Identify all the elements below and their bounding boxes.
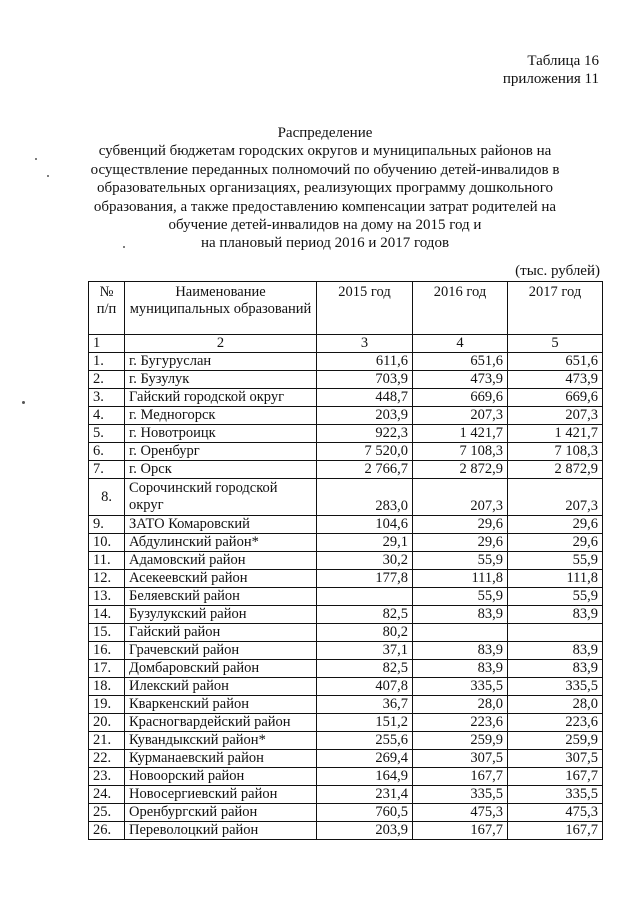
table-body	[89, 353, 603, 840]
value-2017: 55,9	[508, 588, 603, 606]
municipality-name: Курманаевский район	[125, 750, 317, 768]
table-row	[89, 570, 603, 588]
column-number: 4	[413, 335, 508, 353]
value-2015: 283,0	[317, 479, 413, 516]
row-number: 20.	[89, 714, 125, 732]
table-row	[89, 768, 603, 786]
row-number: 22.	[89, 750, 125, 768]
municipality-name: г. Бузулук	[125, 371, 317, 389]
value-2016: 111,8	[413, 570, 508, 588]
value-2016: 28,0	[413, 696, 508, 714]
scan-speck	[47, 175, 49, 177]
value-2016: 83,9	[413, 606, 508, 624]
value-2016: 7 108,3	[413, 443, 508, 461]
value-2016: 167,7	[413, 768, 508, 786]
table-row	[89, 660, 603, 678]
municipality-name: Гайский район	[125, 624, 317, 642]
row-number: 3.	[89, 389, 125, 407]
value-2015: 104,6	[317, 516, 413, 534]
value-2017: 223,6	[508, 714, 603, 732]
value-2017: 207,3	[508, 407, 603, 425]
value-2017: 83,9	[508, 642, 603, 660]
value-2016: 207,3	[413, 479, 508, 516]
row-number: 9.	[89, 516, 125, 534]
value-2017: 83,9	[508, 660, 603, 678]
header-municipality: Наименование муниципальных образований	[125, 282, 317, 335]
table-row	[89, 353, 603, 371]
row-number: 1.	[89, 353, 125, 371]
value-2015: 255,6	[317, 732, 413, 750]
table-row	[89, 822, 603, 840]
column-number: 1	[89, 335, 125, 353]
table-row	[89, 443, 603, 461]
table-row	[89, 642, 603, 660]
header-2017: 2017 год	[508, 282, 603, 335]
title-line: осуществление переданных полномочий по обучению детей-инвалидов в	[90, 161, 560, 178]
row-number: 4.	[89, 407, 125, 425]
value-2015: 7 520,0	[317, 443, 413, 461]
value-2015: 82,5	[317, 606, 413, 624]
value-2016: 29,6	[413, 516, 508, 534]
value-2016: 651,6	[413, 353, 508, 371]
row-number: 12.	[89, 570, 125, 588]
value-2015: 203,9	[317, 822, 413, 840]
header-row	[89, 282, 603, 335]
municipality-name: Беляевский район	[125, 588, 317, 606]
municipality-name: Кувандыкский район*	[125, 732, 317, 750]
row-number: 18.	[89, 678, 125, 696]
value-2015: 760,5	[317, 804, 413, 822]
municipality-name: г. Медногорск	[125, 407, 317, 425]
value-2015: 80,2	[317, 624, 413, 642]
document-title	[70, 124, 580, 253]
value-2016: 335,5	[413, 786, 508, 804]
municipality-name: Красногвардейский район	[125, 714, 317, 732]
row-number: 2.	[89, 371, 125, 389]
row-number: 11.	[89, 552, 125, 570]
value-2015: 922,3	[317, 425, 413, 443]
value-2015: 203,9	[317, 407, 413, 425]
municipality-name: Илекский район	[125, 678, 317, 696]
value-2016: 473,9	[413, 371, 508, 389]
municipality-name: Абдулинский район*	[125, 534, 317, 552]
row-number: 14.	[89, 606, 125, 624]
table-row	[89, 461, 603, 479]
units-label: (тыс. рублей)	[515, 263, 600, 279]
row-number: 15.	[89, 624, 125, 642]
row-number: 16.	[89, 642, 125, 660]
value-2017: 111,8	[508, 570, 603, 588]
value-2017: 475,3	[508, 804, 603, 822]
value-2017: 335,5	[508, 786, 603, 804]
value-2016: 335,5	[413, 678, 508, 696]
value-2016: 223,6	[413, 714, 508, 732]
title-line: на плановый период 2016 и 2017 годов	[200, 235, 450, 252]
municipality-name: Переволоцкий район	[125, 822, 317, 840]
value-2017: 1 421,7	[508, 425, 603, 443]
value-2015: 36,7	[317, 696, 413, 714]
title-line: образования, а также предоставлению компенсации затрат родителей на	[93, 198, 557, 215]
value-2016: 2 872,9	[413, 461, 508, 479]
value-2015: 231,4	[317, 786, 413, 804]
municipality-name: г. Бугуруслан	[125, 353, 317, 371]
table-row	[89, 606, 603, 624]
value-2017: 28,0	[508, 696, 603, 714]
table-row	[89, 534, 603, 552]
table-row	[89, 425, 603, 443]
value-2017: 29,6	[508, 534, 603, 552]
municipality-name: Новосергиевский район	[125, 786, 317, 804]
municipality-name: Гайский городской округ	[125, 389, 317, 407]
row-number: 23.	[89, 768, 125, 786]
appendix-number: приложения 11	[502, 71, 599, 87]
table-row	[89, 624, 603, 642]
value-2017: 207,3	[508, 479, 603, 516]
table-row	[89, 678, 603, 696]
row-number: 8.	[89, 479, 125, 516]
row-number: 25.	[89, 804, 125, 822]
municipality-name: Оренбургский район	[125, 804, 317, 822]
value-2017: 307,5	[508, 750, 603, 768]
row-number: 19.	[89, 696, 125, 714]
header-2015: 2015 год	[317, 282, 413, 335]
header-2016: 2016 год	[413, 282, 508, 335]
value-2017: 473,9	[508, 371, 603, 389]
value-2016: 307,5	[413, 750, 508, 768]
title-line: субвенций бюджетам городских округов и муниципальных районов на	[98, 143, 552, 160]
value-2017: 7 108,3	[508, 443, 603, 461]
row-number: 6.	[89, 443, 125, 461]
table-row	[89, 804, 603, 822]
scan-speck	[123, 246, 125, 248]
row-number: 5.	[89, 425, 125, 443]
row-number: 7.	[89, 461, 125, 479]
value-2015: 29,1	[317, 534, 413, 552]
scan-speck	[35, 158, 37, 160]
row-number: 24.	[89, 786, 125, 804]
column-number-row	[89, 335, 603, 353]
row-number: 21.	[89, 732, 125, 750]
value-2016: 55,9	[413, 552, 508, 570]
table-row	[89, 389, 603, 407]
title-line: Распределение	[277, 125, 373, 141]
table-row	[89, 371, 603, 389]
value-2016: 207,3	[413, 407, 508, 425]
table-row	[89, 714, 603, 732]
title-line: обучение детей-инвалидов на дому на 2015 год и	[168, 217, 482, 234]
value-2016: 475,3	[413, 804, 508, 822]
value-2017: 29,6	[508, 516, 603, 534]
municipality-name: г. Орск	[125, 461, 317, 479]
municipality-name: Адамовский район	[125, 552, 317, 570]
value-2015: 2 766,7	[317, 461, 413, 479]
value-2015: 151,2	[317, 714, 413, 732]
municipality-name: Домбаровский район	[125, 660, 317, 678]
municipality-name: г. Новотроицк	[125, 425, 317, 443]
value-2016: 259,9	[413, 732, 508, 750]
value-2016: 55,9	[413, 588, 508, 606]
row-number: 13.	[89, 588, 125, 606]
column-number: 3	[317, 335, 413, 353]
table-number: Таблица 16	[527, 53, 599, 69]
value-2015: 177,8	[317, 570, 413, 588]
value-2016: 83,9	[413, 660, 508, 678]
title-line: образовательных организациях, реализующих программу дошкольного	[96, 180, 554, 197]
municipality-name: Грачевский район	[125, 642, 317, 660]
table-row	[89, 750, 603, 768]
table-row	[89, 552, 603, 570]
value-2017: 259,9	[508, 732, 603, 750]
value-2015: 37,1	[317, 642, 413, 660]
value-2017: 335,5	[508, 678, 603, 696]
table-row	[89, 407, 603, 425]
value-2017: 669,6	[508, 389, 603, 407]
value-2016: 83,9	[413, 642, 508, 660]
table-row	[89, 696, 603, 714]
municipality-name: г. Оренбург	[125, 443, 317, 461]
value-2017	[508, 624, 603, 642]
row-number: 17.	[89, 660, 125, 678]
value-2015	[317, 588, 413, 606]
table-row	[89, 479, 603, 516]
value-2015: 611,6	[317, 353, 413, 371]
value-2017: 167,7	[508, 822, 603, 840]
column-number: 2	[125, 335, 317, 353]
row-number: 26.	[89, 822, 125, 840]
header-number: № п/п	[89, 282, 125, 335]
value-2017: 83,9	[508, 606, 603, 624]
value-2017: 651,6	[508, 353, 603, 371]
value-2016: 1 421,7	[413, 425, 508, 443]
value-2015: 164,9	[317, 768, 413, 786]
value-2015: 82,5	[317, 660, 413, 678]
value-2017: 2 872,9	[508, 461, 603, 479]
municipality-name: Бузулукский район	[125, 606, 317, 624]
table-row	[89, 588, 603, 606]
table-row	[89, 786, 603, 804]
scan-speck	[22, 401, 25, 404]
value-2015: 30,2	[317, 552, 413, 570]
value-2016: 29,6	[413, 534, 508, 552]
value-2015: 448,7	[317, 389, 413, 407]
column-number: 5	[508, 335, 603, 353]
value-2017: 167,7	[508, 768, 603, 786]
row-number: 10.	[89, 534, 125, 552]
municipality-name: Новоорский район	[125, 768, 317, 786]
value-2016: 167,7	[413, 822, 508, 840]
municipality-name: Кваркенский район	[125, 696, 317, 714]
value-2016	[413, 624, 508, 642]
value-2015: 703,9	[317, 371, 413, 389]
municipality-name: ЗАТО Комаровский	[125, 516, 317, 534]
value-2015: 269,4	[317, 750, 413, 768]
municipality-name: Сорочинский городской округ	[125, 479, 317, 516]
distribution-table	[88, 281, 603, 840]
municipality-name: Асекеевский район	[125, 570, 317, 588]
value-2017: 55,9	[508, 552, 603, 570]
table-row	[89, 732, 603, 750]
table-row	[89, 516, 603, 534]
value-2015: 407,8	[317, 678, 413, 696]
table-reference	[503, 52, 599, 88]
value-2016: 669,6	[413, 389, 508, 407]
